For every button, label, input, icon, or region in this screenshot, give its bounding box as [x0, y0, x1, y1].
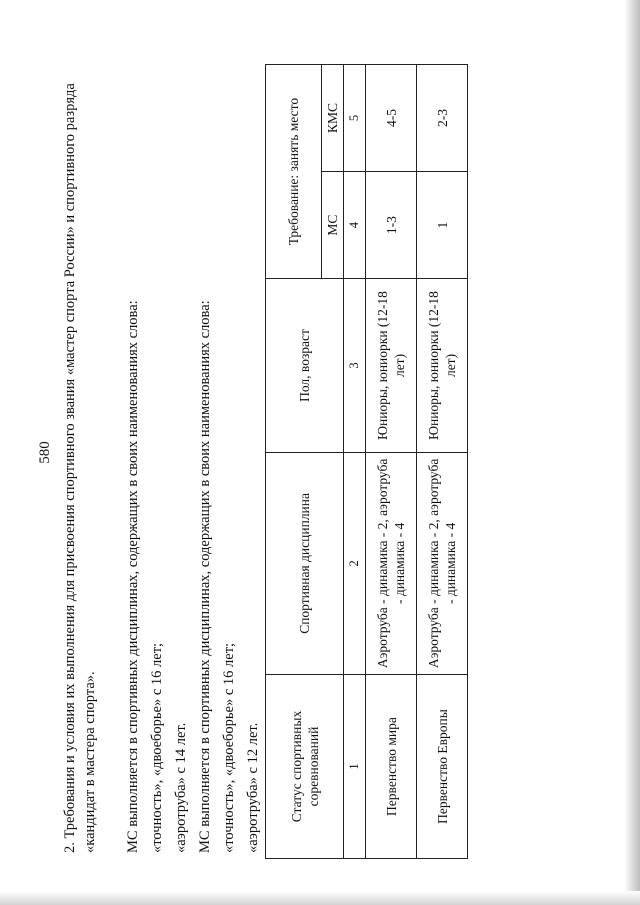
- paragraph: «точность», «двоеборье» с 16 лет;: [149, 642, 165, 853]
- cell-status: Первенство Европы: [417, 675, 468, 859]
- cell-kms: 2-3: [417, 65, 468, 172]
- column-number: 1: [344, 675, 366, 859]
- page-number: 580: [37, 441, 53, 464]
- column-number: 5: [344, 65, 366, 172]
- paragraph: «точность», «двоеборье» с 16 лет;: [221, 642, 237, 853]
- cell-status: Первенство мира: [366, 675, 417, 859]
- section-heading: 2. Требования и условия их выполнения для присвоения спортивного звания «мастер спорта России» и спортивного разряда «кандидат в мастера спорта».: [62, 83, 98, 853]
- cell-gender-age: Юниоры, юниорки (12-18 лет): [366, 279, 417, 453]
- header-discipline: Спортивная дисциплина: [266, 452, 344, 674]
- header-kms: КМС: [322, 65, 344, 172]
- cell-discipline: Аэротруба - динамика - 2, аэротруба - динамика - 4: [417, 452, 468, 674]
- cell-ms: 1-3: [366, 172, 417, 279]
- cell-discipline: Аэротруба - динамика - 2, аэротруба - динамика - 4: [366, 452, 417, 674]
- column-number-row: [344, 65, 366, 859]
- header-ms: МС: [322, 172, 344, 279]
- table-row: [366, 65, 417, 859]
- header-requirement: Требование: занять место: [266, 65, 322, 279]
- cell-gender-age: Юниоры, юниорки (12-18 лет): [417, 279, 468, 453]
- column-number: 4: [344, 172, 366, 279]
- paragraph: «аэротруба» с 14 лет.: [173, 722, 189, 853]
- paragraph: МС выполняется в спортивных дисциплинах, содержащих в своих наименованиях слова:: [197, 300, 213, 853]
- cell-kms: 4-5: [366, 65, 417, 172]
- cell-ms: 1: [417, 172, 468, 279]
- header-gender-age: Пол, возраст: [266, 279, 344, 453]
- column-number: 2: [344, 452, 366, 674]
- table-row: [417, 65, 468, 859]
- paragraph: МС выполняется в спортивных дисциплинах, содержащих в своих наименованиях слова:: [125, 300, 141, 853]
- column-number: 3: [344, 279, 366, 453]
- header-status: Статус спортивных соревнований: [266, 675, 344, 859]
- requirements-table: [265, 64, 468, 859]
- paragraph: «аэротруба» с 12 лет.: [245, 722, 261, 853]
